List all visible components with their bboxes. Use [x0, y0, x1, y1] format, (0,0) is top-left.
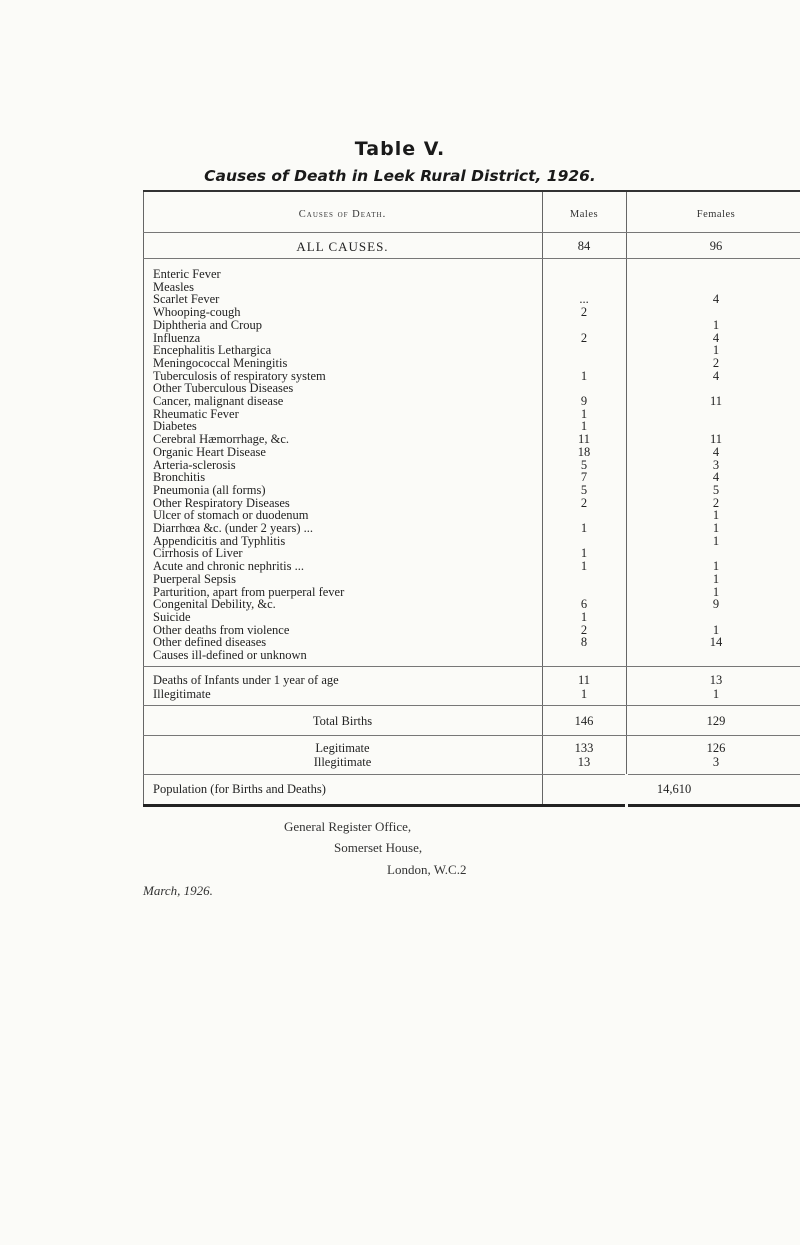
cause-males: 1	[580, 609, 588, 624]
cause-label: Enteric Fever	[153, 267, 221, 281]
cause-label: Organic Heart Disease	[153, 444, 266, 459]
cause-females: 14	[709, 635, 723, 650]
cause-females: 11	[709, 432, 723, 447]
cause-label: Suicide	[153, 609, 191, 624]
cause-males: 2	[580, 330, 588, 345]
births-detail-row-label: Legitimate	[315, 740, 370, 755]
cause-males: 6	[580, 597, 588, 612]
cause-label: Encephalitis Lethargica	[153, 343, 272, 358]
infants-row-females: 13	[709, 672, 723, 687]
cause-males: 5	[580, 457, 588, 472]
births-row-females: 129	[706, 713, 726, 728]
cause-males: 2	[580, 305, 588, 320]
infants-row-males: 11	[577, 672, 591, 687]
cause-males: 7	[580, 470, 588, 485]
cause-females: 1	[712, 533, 720, 548]
cause-males: 1	[580, 559, 588, 574]
cause-females: 4	[712, 368, 720, 383]
cause-label: Causes ill-defined or unknown	[153, 648, 307, 662]
cause-females: 4	[712, 470, 720, 485]
cause-females: 1	[712, 559, 720, 574]
cause-females: 9	[712, 597, 720, 612]
cause-males: 9	[580, 394, 588, 408]
infants-row-females: 1	[712, 686, 720, 701]
cause-females: 5	[712, 482, 720, 497]
cause-females: 3	[712, 457, 720, 472]
cause-label: Cancer, malignant disease	[153, 394, 284, 408]
cause-males: 5	[580, 482, 588, 497]
cause-females: 1	[712, 571, 720, 586]
causes-table	[143, 190, 800, 807]
population-divider	[143, 774, 800, 775]
cause-label: Bronchitis	[153, 470, 206, 485]
cause-females: 1	[712, 584, 720, 599]
footer-date: March, 1926.	[143, 882, 213, 898]
all-causes-males: 84	[577, 239, 591, 253]
cause-males: 2	[580, 622, 588, 637]
cause-males: ...	[579, 292, 589, 307]
cause-label: Other defined diseases	[153, 635, 267, 650]
cause-males: 1	[580, 521, 588, 535]
all-causes-divider	[143, 258, 800, 259]
infants-row-label: Deaths of Infants under 1 year of age	[153, 672, 339, 687]
cause-males: 1	[580, 546, 588, 561]
infants-row-males: 1	[580, 686, 588, 701]
cause-males: 2	[580, 495, 588, 510]
cause-males: 1	[580, 419, 588, 434]
births-detail-row-females: 126	[706, 740, 726, 755]
cause-label: Scarlet Fever	[153, 292, 220, 307]
cause-females: 2	[712, 495, 720, 510]
header-causes: Causes of Death.	[298, 209, 387, 220]
births-row-label: Total Births	[312, 713, 373, 728]
cause-males: 18	[577, 444, 591, 459]
cause-label: Other deaths from violence	[153, 622, 290, 637]
cause-females: 4	[712, 292, 720, 307]
births-detail-row-males: 13	[577, 754, 591, 769]
cause-label: Diphtheria and Croup	[153, 317, 263, 332]
births-row-males: 146	[574, 713, 594, 728]
cause-females: 4	[712, 444, 720, 459]
births-detail-row-label: Illegitimate	[313, 754, 372, 769]
footer-house: Somerset House,	[334, 839, 423, 855]
cause-males: 1	[580, 406, 588, 421]
cause-label: Cerebral Hæmorrhage, &c.	[153, 432, 290, 447]
cause-label: Arteria-sclerosis	[153, 457, 236, 472]
page-title: Table V.	[354, 138, 446, 160]
births-detail-row-females: 3	[712, 754, 720, 769]
cause-label: Ulcer of stomach or duodenum	[153, 508, 309, 523]
cause-label: Whooping-cough	[153, 305, 241, 320]
infants-divider	[143, 705, 800, 706]
cause-label: Parturition, apart from puerperal fever	[153, 584, 345, 599]
cause-label: Diarrhœa &c. (under 2 years) ...	[153, 521, 314, 535]
births-divider	[143, 735, 800, 736]
cause-label: Rheumatic Fever	[153, 406, 239, 421]
cause-label: Other Tuberculous Diseases	[153, 381, 294, 396]
cause-females: 11	[709, 394, 723, 408]
cause-females: 1	[712, 622, 720, 637]
cause-label: Tuberculosis of respiratory system	[153, 368, 326, 383]
births-detail-row-males: 133	[574, 740, 594, 755]
page-subtitle: Causes of Death in Leek Rural District, 1926.	[204, 167, 596, 185]
cause-females: 1	[712, 508, 720, 523]
header-females: Females	[696, 209, 736, 220]
cause-females: 1	[712, 521, 720, 535]
cause-females: 2	[712, 355, 720, 370]
cause-females: 1	[712, 343, 720, 358]
causes-divider	[143, 666, 800, 667]
cause-label: Other Respiratory Diseases	[153, 495, 290, 510]
population-value: 14,610	[656, 781, 692, 796]
cause-females: 1	[712, 317, 720, 332]
infants-row-label: Illegitimate	[153, 686, 211, 701]
table-border-left	[143, 192, 144, 804]
cause-males: 8	[580, 635, 588, 650]
all-causes-label: ALL CAUSES.	[296, 239, 389, 254]
population-merge	[625, 774, 628, 807]
cause-label: Measles	[153, 279, 194, 294]
cause-females: 4	[712, 330, 720, 345]
footer-office: General Register Office,	[284, 818, 412, 834]
header-males: Males	[569, 209, 599, 220]
cause-label: Cirrhosis of Liver	[153, 546, 243, 561]
cause-label: Diabetes	[153, 419, 197, 434]
population-label: Population (for Births and Deaths)	[153, 781, 326, 796]
cause-label: Influenza	[153, 330, 201, 345]
cause-males: 1	[580, 368, 588, 383]
header-divider	[143, 232, 800, 233]
cause-label: Acute and chronic nephritis ...	[153, 559, 304, 574]
cause-label: Pneumonia (all forms)	[153, 482, 266, 497]
cause-males: 11	[577, 432, 591, 447]
all-causes-females: 96	[709, 239, 723, 253]
cause-label: Puerperal Sepsis	[153, 571, 236, 586]
cause-label: Appendicitis and Typhlitis	[153, 533, 286, 548]
footer-city: London, W.C.2	[387, 861, 467, 877]
cause-label: Congenital Debility, &c.	[153, 597, 276, 612]
cause-label: Meningococcal Meningitis	[153, 355, 288, 370]
